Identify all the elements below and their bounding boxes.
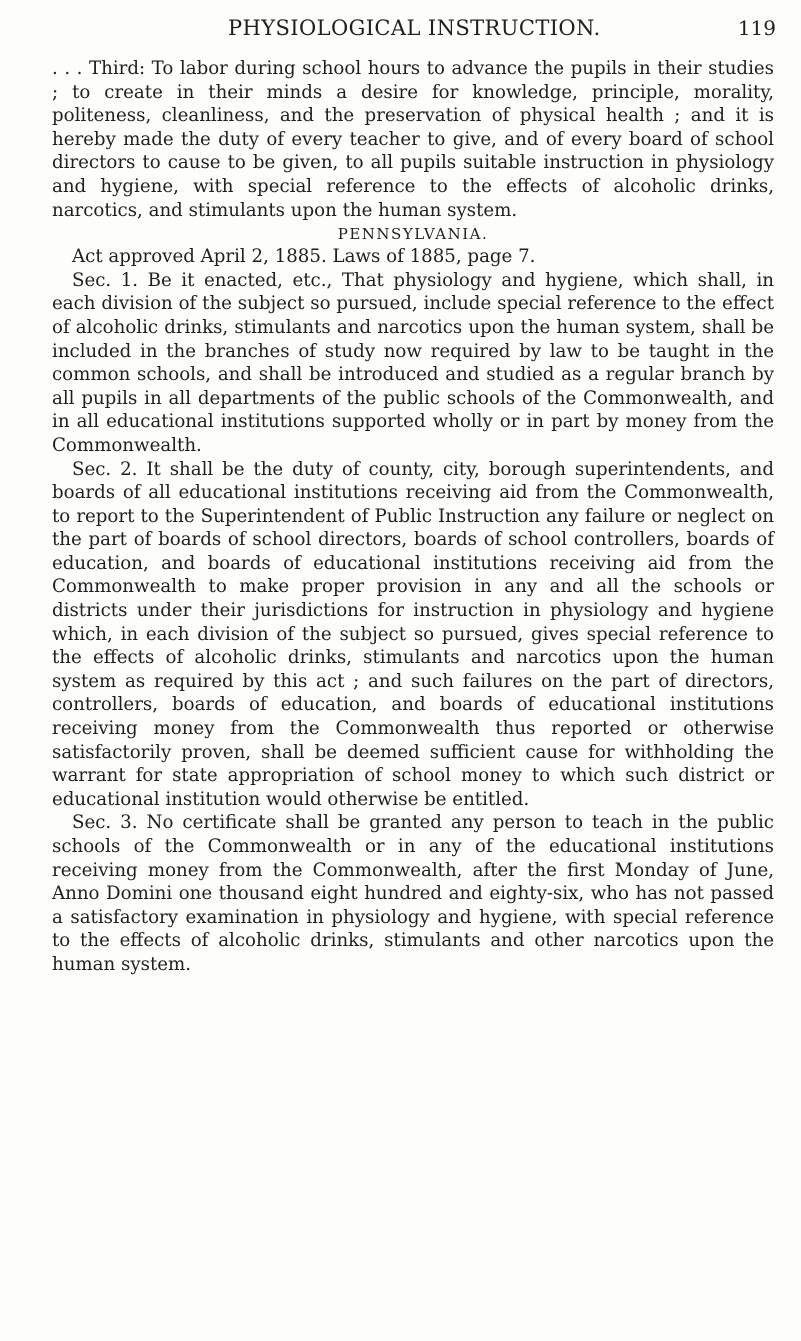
paragraph-section-1: Sec. 1. Be it enacted, etc., That physiology and hygiene, which shall, in each division of the subject so pursued, include special reference to the effect of alcoholic drinks, stimulants and narcotics upon the human system, shall be included in the branches of study now required by law to be taught in the common schools, and shall be introduced and studied as a regular branch by all pupils in all departments of the public schools of the Commonwealth, and in all educational institutions supported wholly or in part by money from the Commonwealth. — [52, 269, 774, 456]
paragraph-section-2: Sec. 2. It shall be the duty of county, city, borough superintendents, and boards of all educational institutions receiving aid from the Commonwealth, to report to the Superintendent of Public Instruction any failure or neglect on the part of boards of school directors, boards of school controllers, boards of education, and boards of educational institutions receiving aid from the Commonwealth to make proper provision in any and all the schools or districts under their jurisdictions for instruction in physiology and hygiene which, in each division of the subject so pursued, gives special reference to the effects of alcoholic drinks, stimulants and narcotics upon the human system as required by this act ; and such failures on the part of directors, controllers, boards of education, and boards of educational institutions receiving money from the Commonwealth thus reported or otherwise satisfactorily proven, shall be deemed sufficient cause for withholding the warrant for state appropriation of school money to which such district or educational institution would otherwise be entitled. — [52, 458, 774, 810]
page-header — [166, 16, 776, 46]
paragraph-third-clause: . . . Third: To labor during school hours to advance the pupils in their studies ; to create in their minds a desire for knowledge, principle, morality, politeness, cleanliness, and the preservation of physical health ; and it is hereby made the duty of every teacher to give, and of every board of school directors to cause to be given, to all pupils suitable instruction in physiology and hygiene, with special reference to the effects of alcoholic drinks, narcotics, and stimulants upon the human system. — [52, 58, 774, 221]
section-heading-pennsylvania: PENNSYLVANIA. — [337, 225, 489, 244]
page-number: 119 — [737, 16, 776, 40]
paragraph-act-approved: Act approved April 2, 1885. Laws of 1885, page 7. — [72, 246, 536, 268]
running-head: PHYSIOLOGICAL INSTRUCTION. — [228, 16, 601, 40]
paragraph-section-3: Sec. 3. No certificate shall be granted any person to teach in the public schools of the Commonwealth or in any of the educational institutions receiving money from the Commonwealth, after the first Monday of June, Anno Domini one thousand eight hundred and eighty-six, who has not passed a satisfactory examination in physiology and hygiene, with special reference to the effects of alcoholic drinks, stimulants and other narcotics upon the human system. — [52, 812, 774, 975]
page-body — [52, 57, 774, 977]
